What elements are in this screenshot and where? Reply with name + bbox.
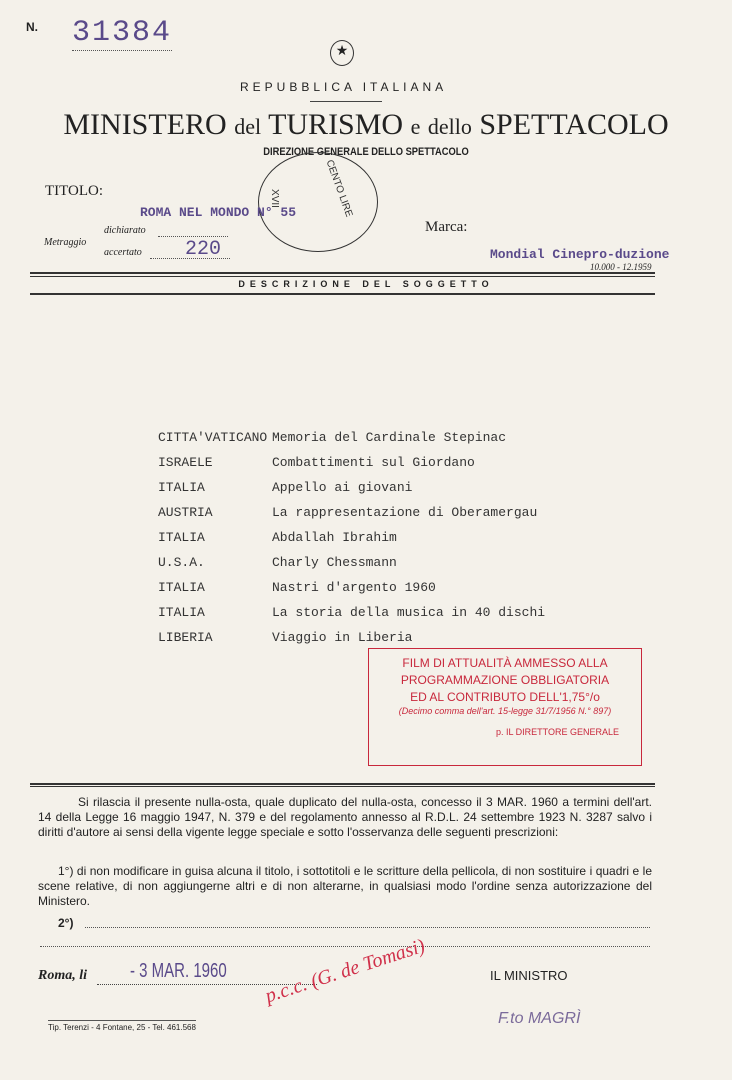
titolo-label: TITOLO: xyxy=(45,183,104,199)
titolo-value: ROMA NEL MONDO N° 55 xyxy=(140,205,297,220)
country: ITALIA xyxy=(158,530,205,545)
marca-label: Marca: xyxy=(425,219,468,235)
list-item xyxy=(158,455,475,470)
ministry-word: MINISTERO xyxy=(63,108,227,141)
divider xyxy=(310,101,382,102)
subject-title: Combattimenti sul Giordano xyxy=(272,455,475,470)
stamp-line: PROGRAMMAZIONE OBBLIGATORIA xyxy=(400,673,610,687)
blank-line xyxy=(85,927,650,928)
minister-signature: F.to MAGRÌ xyxy=(498,1010,581,1027)
list-item xyxy=(158,430,506,445)
stamp-text: CENTO LIRE xyxy=(323,158,355,219)
subject-title: Viaggio in Liberia xyxy=(272,630,413,645)
country: ITALIA xyxy=(158,580,205,595)
list-item xyxy=(158,630,412,645)
subject-title: La storia della musica in 40 dischi xyxy=(272,605,546,620)
list-item xyxy=(158,580,436,595)
section-heading: DESCRIZIONE DEL SOGGETTO xyxy=(238,279,494,289)
revenue-stamp xyxy=(258,152,378,252)
subject-title: Abdallah Ibrahim xyxy=(272,530,397,545)
dichiarato-label: dichiarato xyxy=(104,225,146,236)
country: ISRAELE xyxy=(158,455,213,470)
place-label: Roma, li xyxy=(38,968,88,983)
divider xyxy=(30,272,655,277)
divider xyxy=(30,293,655,295)
country: ITALIA xyxy=(158,480,205,495)
accertato-value: 220 xyxy=(185,238,222,261)
date-stamp: - 3 MAR. 1960 xyxy=(130,960,227,982)
list-item xyxy=(158,505,537,520)
marca-value: Mondial Cinepro-duzione xyxy=(490,247,670,262)
ministry-word: e xyxy=(410,114,421,139)
republic-emblem-icon: ★ xyxy=(330,40,354,66)
country: CITTA'VATICANO xyxy=(158,430,268,445)
stamp-number: XVII xyxy=(268,189,280,208)
paragraph-prescription-1: 1°) di non modificare in guisa alcuna il titolo, i sottotitoli e le scritture della pellicola, di non sostituire i quadri e le scene relative, di non aggiungerne altri e di non alterarne, in qualsiasi modo l'ordine senza autorizzazione del Ministero. xyxy=(38,864,652,908)
subject-title: Nastri d'argento 1960 xyxy=(272,580,436,595)
metraggio-label: Metraggio xyxy=(44,237,87,248)
stamp-signature-line: p. IL DIRETTORE GENERALE xyxy=(495,727,619,737)
ministro-label: IL MINISTRO xyxy=(490,968,568,983)
accertato-label: accertato xyxy=(104,247,142,258)
country: AUSTRIA xyxy=(158,505,213,520)
ministry-word: del xyxy=(234,114,262,139)
list-item xyxy=(158,480,412,495)
prescription-2-label: 2°) xyxy=(58,916,74,930)
republic-heading: REPUBBLICA ITALIANA xyxy=(240,80,448,94)
country: LIBERIA xyxy=(158,630,213,645)
ministry-word: dello xyxy=(427,114,472,139)
country: ITALIA xyxy=(158,605,205,620)
list-item xyxy=(158,555,397,570)
stamp-line: ED AL CONTRIBUTO DELL'1,75°/o xyxy=(410,690,600,704)
subject-title: La rappresentazione di Oberamergau xyxy=(272,505,538,520)
stamp-line: FILM DI ATTUALITÀ AMMESSO ALLA xyxy=(402,656,608,670)
divider xyxy=(30,783,655,787)
country: U.S.A. xyxy=(158,555,205,570)
ministry-word: TURISMO xyxy=(268,108,404,141)
ministry-word: SPETTACOLO xyxy=(479,108,669,141)
document-number: 31384 xyxy=(72,16,173,50)
subject-title: Memoria del Cardinale Stepinac xyxy=(272,430,507,445)
direzione-subtitle: DIREZIONE GENERALE DELLO SPETTACOLO xyxy=(263,146,469,158)
list-item xyxy=(158,530,397,545)
printer-imprint: Tip. Terenzi - 4 Fontane, 25 - Tel. 461.568 xyxy=(48,1020,196,1032)
number-label: N. xyxy=(26,20,38,34)
print-reference: 10.000 - 12.1959 xyxy=(590,262,652,272)
subject-title: Charly Chessmann xyxy=(272,555,397,570)
ministry-title xyxy=(0,108,732,142)
list-item xyxy=(158,605,545,620)
blank-line xyxy=(40,946,650,947)
dichiarato-line xyxy=(158,236,228,237)
red-approval-stamp xyxy=(368,648,642,766)
subject-title: Appello ai giovani xyxy=(272,480,413,495)
stamp-line: (Decimo comma dell'art. 15-legge 31/7/1956 N.° 897) xyxy=(398,706,612,716)
paragraph-release: Si rilascia il presente nulla-osta, quale duplicato del nulla-osta, concesso il 3 MAR. 1960 a termini dell'art. 14 della Legge 16 maggio 1947, N. 379 e del regolamento annesso al R.D.L. 24 settembre 1923 N. 3287 salvo i diritti d'autore ai sensi della vigente legge speciale e sotto l'osservanza delle seguenti prescrizioni: xyxy=(38,795,652,839)
red-signature-stamp: p.c.c. (G. de Tomasi) xyxy=(262,934,428,1008)
